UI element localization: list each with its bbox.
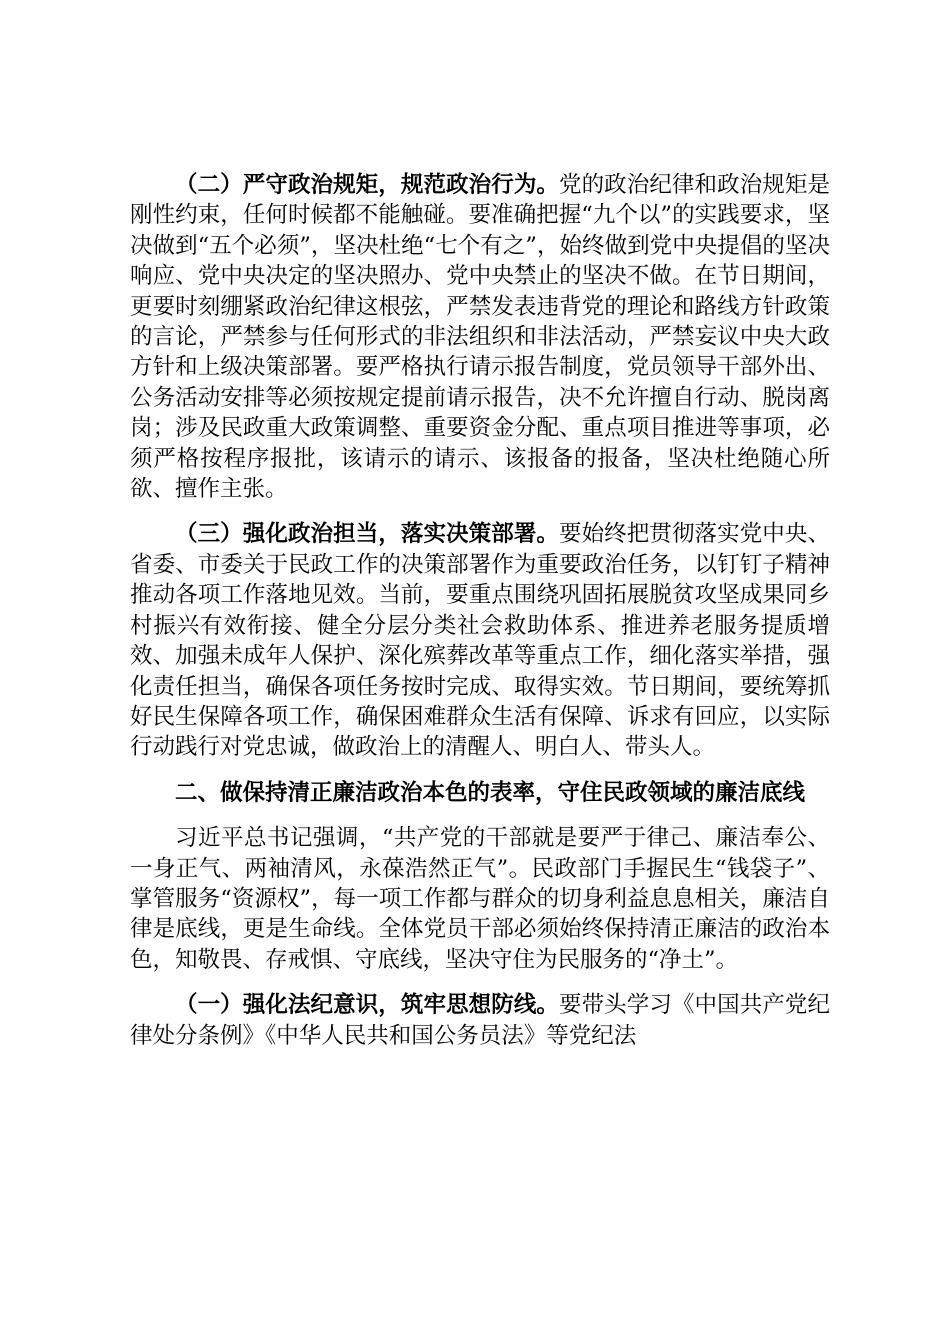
paragraph-body: 要始终把贯彻落实党中央、省委、市委关于民政工作的决策部署作为重要政治任务，以钉钉子精神推动各项工作落地见效。当前，要重点围绕巩固拓展脱贫攻坚成果同乡村振兴有效衔接、健全分层分类社会救助体系、推进养老服务提质增效、加强未成年人保护、深化殡葬改革等重点工作，细化落实举措，强化责任担当，确保各项任务按时完成、取得实效。节日期间，要统筹抓好民生保障各项工作，确保困难群众生活有保障、诉求有回应，以实际行动践行对党忠诚，做政治上的清醒人、明白人、带头人。 [130,521,830,761]
paragraph-body: 要带头学习《中国共产党纪律处分条例》《中华人民共和国公务员法》等党纪法 [130,992,830,1049]
section-intro-paragraph: 习近平总书记强调，“共产党的干部就是要严于律己、廉洁奉公、一身正气、两袖清风，永葆浩然正气”。民政部门手握民生“钱袋子”、掌管服务“资源权”，每一项工作都与群众的切身利益息息相关，廉洁自律是底线，更是生命线。全体党员干部必须始终保持清正廉洁的政治本色，知敬畏、存戒惧、守底线，坚决守住为民服务的“净土”。 [130,825,830,973]
paragraph-lead: （二）严守政治规矩，规范政治行为。 [175,172,559,198]
paragraph-body: 党的政治纪律和政治规矩是刚性约束，任何时候都不能触碰。要准确把握“九个以”的实践要求，坚决做到“五个必须”，坚决杜绝“七个有之”，始终做到党中央提倡的坚决响应、党中央决定的坚决照办、党中央禁止的坚决不做。在节日期间，更要时刻绷紧政治纪律这根弦，严禁发表违背党的理论和路线方针政策的言论，严禁参与任何形式的非法组织和非法活动，严禁妄议中央大政方针和上级决策部署。要严格执行请示报告制度，党员领导干部外出、公务活动安排等必须按规定提前请示报告，决不允许擅自行动、脱岗离岗；涉及民政重大政策调整、重要资金分配、重点项目推进等事项，必须严格按程序报批，该请示的请示、该报备的报备，坚决杜绝随心所欲、擅作主张。 [130,172,830,503]
paragraph-political-responsibility [130,519,830,762]
paragraph-political-rules [130,170,830,504]
paragraph-discipline-awareness [130,990,830,1051]
paragraph-lead: （一）强化法纪意识，筑牢思想防线。 [175,992,559,1019]
paragraph-lead: （三）强化政治担当，落实决策部署。 [175,521,559,548]
document-page [130,170,830,1051]
section-heading: 二、做保持清正廉洁政治本色的表率，守住民政领域的廉洁底线 [175,779,806,806]
